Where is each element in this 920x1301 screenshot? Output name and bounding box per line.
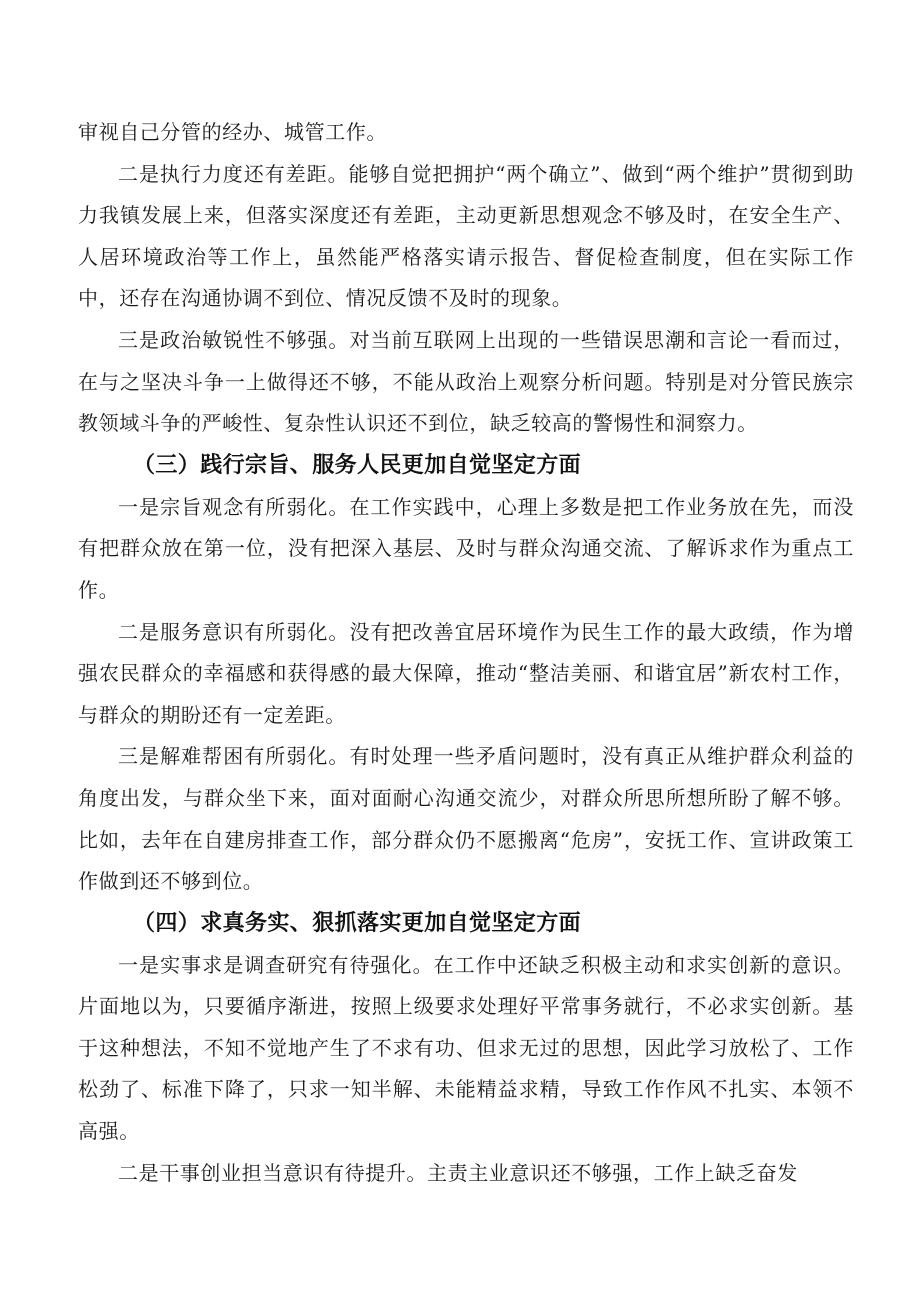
section-heading-4: （四）求真务实、狠抓落实更加自觉坚定方面 [133,910,582,936]
paragraph-service-awareness: 二是服务意识有所弱化。没有把改善宜居环境作为民生工作的最大政绩，作为增强农民群众的幸福感和获得感的最大保障，推动“整洁美丽、和谐宜居”新农村工作，与群众的期盼还有一定差距。 [78,619,854,727]
paragraph-continued: 审视自己分管的经办、城管工作。 [78,120,387,144]
paragraph-solving-difficulties: 三是解难帮困有所弱化。有时处理一些矛盾问题时，没有真正从维护群众利益的角度出发，与群众坐下来，面对面耐心沟通交流少，对群众所思所想所盼了解不够。比如，去年在自建房排查工作，部分群众仍不愿搬离“危房”，安抚工作、宣讲政策工作做到还不够到位。 [78,744,854,894]
paragraph-political-sensitivity: 三是政治敏锐性不够强。对当前互联网上出现的一些错误思潮和言论一看而过，在与之坚决斗争一上做得还不够，不能从政治上观察分析问题。特别是对分管民族宗教领域斗争的严峻性、复杂性认识还不到位，缺乏较高的警惕性和洞察力。 [78,327,854,436]
section-heading-3: （三）践行宗旨、服务人民更加自觉坚定方面 [133,452,582,478]
paragraph-investigation-research: 一是实事求是调查研究有待强化。在工作中还缺乏积极主动和求实创新的意识。片面地以为，只要循序渐进，按照上级要求处理好平常事务就行，不必求实创新。基于这种想法，不知不觉地产生了不求有功、但求无过的思想，因此学习放松了、工作松劲了、标准下降了，只求一知半解、未能精益求精，导致工作作风不扎实、本领不高强。 [78,952,854,1144]
paragraph-responsibility-awareness: 二是干事创业担当意识有待提升。主责主业意识还不够强，工作上缺乏奋发 [118,1160,798,1185]
paragraph-execution-gap: 二是执行力度还有差距。能够自觉把拥护“两个确立”、做到“两个维护”贯彻到助力我镇发展上来，但落实深度还有差距，主动更新思想观念不够及时，在安全生产、人居环境政治等工作上，虽然能严格落实请示报告、督促检查制度，但在实际工作中，还存在沟通协调不到位、情况反馈不及时的现象。 [78,161,854,311]
document-body [78,112,854,1194]
paragraph-purpose-concept: 一是宗旨观念有所弱化。在工作实践中，心理上多数是把工作业务放在先，而没有把群众放在第一位，没有把深入基层、及时与群众沟通交流、了解诉求作为重点工作。 [78,494,854,602]
